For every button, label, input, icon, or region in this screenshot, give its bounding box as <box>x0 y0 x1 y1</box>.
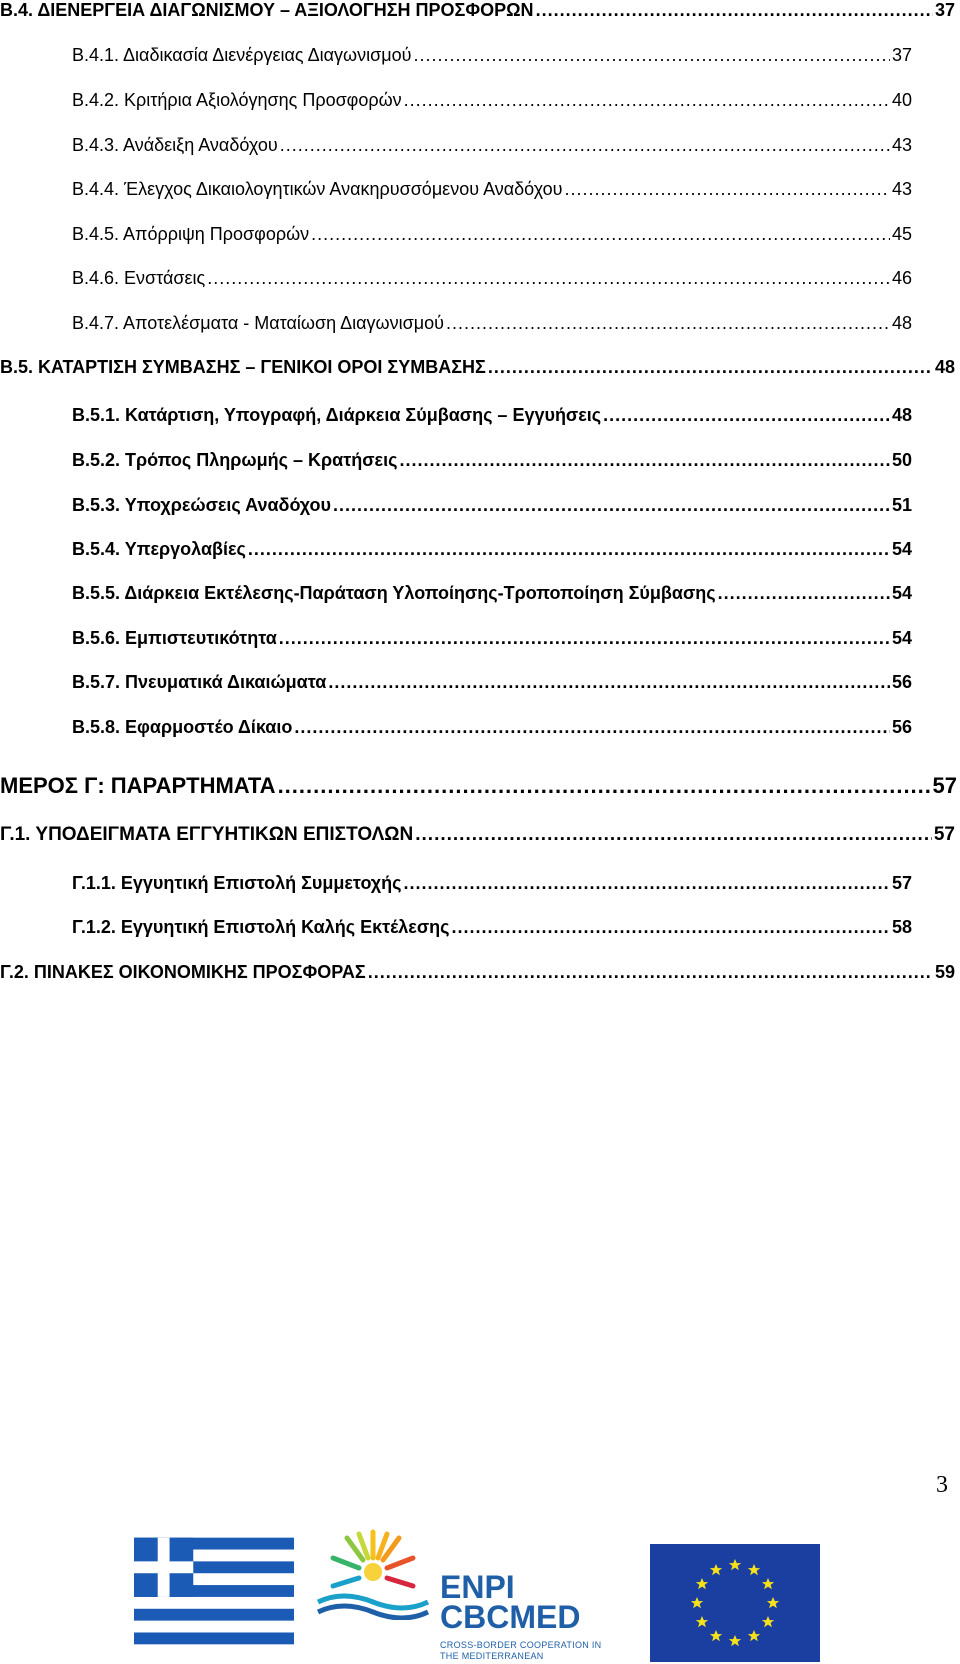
toc-entry[interactable] <box>72 135 912 156</box>
toc-entry-page: 54 <box>891 583 912 603</box>
toc-leader <box>207 268 890 289</box>
toc-leader <box>536 0 933 21</box>
enpi-title-line-1: ENPI <box>440 1569 515 1605</box>
toc-leader <box>328 672 890 693</box>
toc-entry-title: Γ.2. ΠΙΝΑΚΕΣ ΟΙΚΟΝΟΜΙΚΗΣ ΠΡΟΣΦΟΡΑΣ <box>0 962 366 982</box>
toc-entry-page: 57 <box>933 824 955 845</box>
toc-leader <box>565 179 890 200</box>
toc-entry-title: Β.4.2. Κριτήρια Αξιολόγησης Προσφορών <box>72 90 402 110</box>
toc-entry-page: 56 <box>891 717 912 737</box>
toc-entry-page: 51 <box>891 495 912 515</box>
toc-entry[interactable] <box>0 357 955 378</box>
toc-entry-page: 48 <box>891 313 912 333</box>
toc-leader <box>368 962 933 983</box>
toc-leader <box>248 539 890 560</box>
footer-logos <box>0 1520 960 1664</box>
greek-flag-logo <box>134 1532 294 1650</box>
toc-entry-title: Β.5.1. Κατάρτιση, Υπογραφή, Διάρκεια Σύμβασης – Εγγυήσεις <box>72 405 602 425</box>
toc-entry-page: 57 <box>891 873 912 893</box>
toc-entry-page: 43 <box>891 135 912 155</box>
toc-entry[interactable] <box>72 628 912 649</box>
enpi-logo-subtitle: CROSS-BORDER COOPERATION IN THE MEDITERRANEAN <box>440 1640 602 1661</box>
toc-entry-title: Β.5.6. Εμπιστευτικότητα <box>72 628 277 648</box>
enpi-logo-title <box>440 1569 581 1635</box>
toc-entry[interactable] <box>0 962 955 983</box>
toc-entry-title: Β.5.3. Υποχρεώσεις Αναδόχου <box>72 495 331 515</box>
toc-entry-page: 59 <box>934 962 955 982</box>
toc-entry-title: Γ.1. ΥΠΟΔΕΙΓΜΑΤΑ ΕΓΓΥΗΤΙΚΩΝ ΕΠΙΣΤΟΛΩΝ <box>0 824 414 845</box>
toc-entry[interactable] <box>0 0 955 21</box>
toc-entry[interactable] <box>72 224 912 245</box>
enpi-sunburst-logo <box>298 1520 448 1620</box>
toc-entry-title: Β.4.6. Ενστάσεις <box>72 268 206 288</box>
toc-entry[interactable] <box>72 717 912 738</box>
toc-entry-page: 37 <box>934 0 955 20</box>
toc-entry-page: 57 <box>932 773 957 798</box>
toc-entry-page: 56 <box>891 672 912 692</box>
toc-entry-title: ΜΕΡΟΣ Γ: ΠΑΡΑΡΤΗΜΑΤΑ <box>0 773 276 798</box>
toc-leader <box>603 405 890 426</box>
toc-entry[interactable] <box>72 179 912 200</box>
toc-entry-page: 46 <box>891 268 912 288</box>
toc-entry[interactable] <box>72 917 912 938</box>
toc-entry-title: Β.5.7. Πνευματικά Δικαιώματα <box>72 672 327 692</box>
toc-entry-page: 58 <box>891 917 912 937</box>
toc-entry-page: 54 <box>891 539 912 559</box>
toc-entry-title: Γ.1.2. Εγγυητική Επιστολή Καλής Εκτέλεσης <box>72 917 450 937</box>
toc-entry-page: 54 <box>891 628 912 648</box>
toc-leader <box>446 313 890 334</box>
toc-leader <box>279 628 890 649</box>
enpi-title-line-2: CBCMED <box>440 1599 581 1635</box>
toc-entry[interactable] <box>72 672 912 693</box>
toc-entry-title: Β.5.5. Διάρκεια Εκτέλεσης-Παράταση Υλοποίησης-Τροποποίηση Σύμβασης <box>72 583 716 603</box>
toc-entry[interactable] <box>72 495 912 516</box>
toc-entry-title: Β.4.4. Έλεγχος Δικαιολογητικών Ανακηρυσσόμενου Αναδόχου <box>72 179 563 199</box>
page-number: 3 <box>936 1472 948 1498</box>
toc-entry-page: 43 <box>891 179 912 199</box>
toc-entry-page: 40 <box>891 90 912 110</box>
toc-leader <box>718 583 890 604</box>
toc-entry[interactable] <box>72 268 912 289</box>
toc-leader <box>333 495 890 516</box>
toc-entry[interactable] <box>0 824 955 846</box>
toc-leader <box>278 773 931 799</box>
toc-leader <box>280 135 890 156</box>
toc-entry[interactable] <box>72 450 912 471</box>
toc-leader <box>404 873 890 894</box>
toc-entry[interactable] <box>72 45 912 66</box>
toc-entry-title: Β.4.1. Διαδικασία Διενέργειας Διαγωνισμού <box>72 45 412 65</box>
toc-leader <box>488 357 933 378</box>
toc-entry[interactable] <box>72 583 912 604</box>
toc-entry-title: Β.4.7. Αποτελέσματα - Ματαίωση Διαγωνισμού <box>72 313 444 333</box>
toc-entry-page: 48 <box>934 357 955 377</box>
toc-leader <box>311 224 890 245</box>
toc-entry-page: 48 <box>891 405 912 425</box>
toc-entry-page: 45 <box>891 224 912 244</box>
toc-entry[interactable] <box>72 873 912 894</box>
toc-entry-title: Γ.1.1. Εγγυητική Επιστολή Συμμετοχής <box>72 873 402 893</box>
toc-entry-title: Β.5.2. Τρόπος Πληρωμής – Κρατήσεις <box>72 450 398 470</box>
toc-leader <box>294 717 890 738</box>
toc-part-entry[interactable] <box>0 773 957 799</box>
toc-leader <box>452 917 890 938</box>
toc-entry[interactable] <box>72 405 912 426</box>
toc-entry-title: Β.5.8. Εφαρμοστέο Δίκαιο <box>72 717 293 737</box>
toc-entry-page: 37 <box>891 45 912 65</box>
toc-entry-title: Β.4. ΔΙΕΝΕΡΓΕΙΑ ΔΙΑΓΩΝΙΣΜΟΥ – ΑΞΙΟΛΟΓΗΣΗ ΠΡΟΣΦΟΡΩΝ <box>0 0 534 20</box>
toc-leader <box>404 90 890 111</box>
toc-entry-title: Β.4.3. Ανάδειξη Αναδόχου <box>72 135 278 155</box>
toc-leader <box>415 824 932 846</box>
toc-entry-title: Β.5.4. Υπεργολαβίες <box>72 539 246 559</box>
toc-entry-page: 50 <box>891 450 912 470</box>
eu-flag-logo <box>650 1544 820 1662</box>
toc-entry-title: Β.4.5. Απόρριψη Προσφορών <box>72 224 310 244</box>
toc-entry[interactable] <box>72 90 912 111</box>
toc-entry[interactable] <box>72 539 912 560</box>
toc-leader <box>413 45 890 66</box>
toc-entry-title: Β.5. ΚΑΤΑΡΤΙΣΗ ΣΥΜΒΑΣΗΣ – ΓΕΝΙΚΟΙ ΟΡΟΙ ΣΥΜΒΑΣΗΣ <box>0 357 486 377</box>
toc-leader <box>399 450 890 471</box>
toc-entry[interactable] <box>72 313 912 334</box>
